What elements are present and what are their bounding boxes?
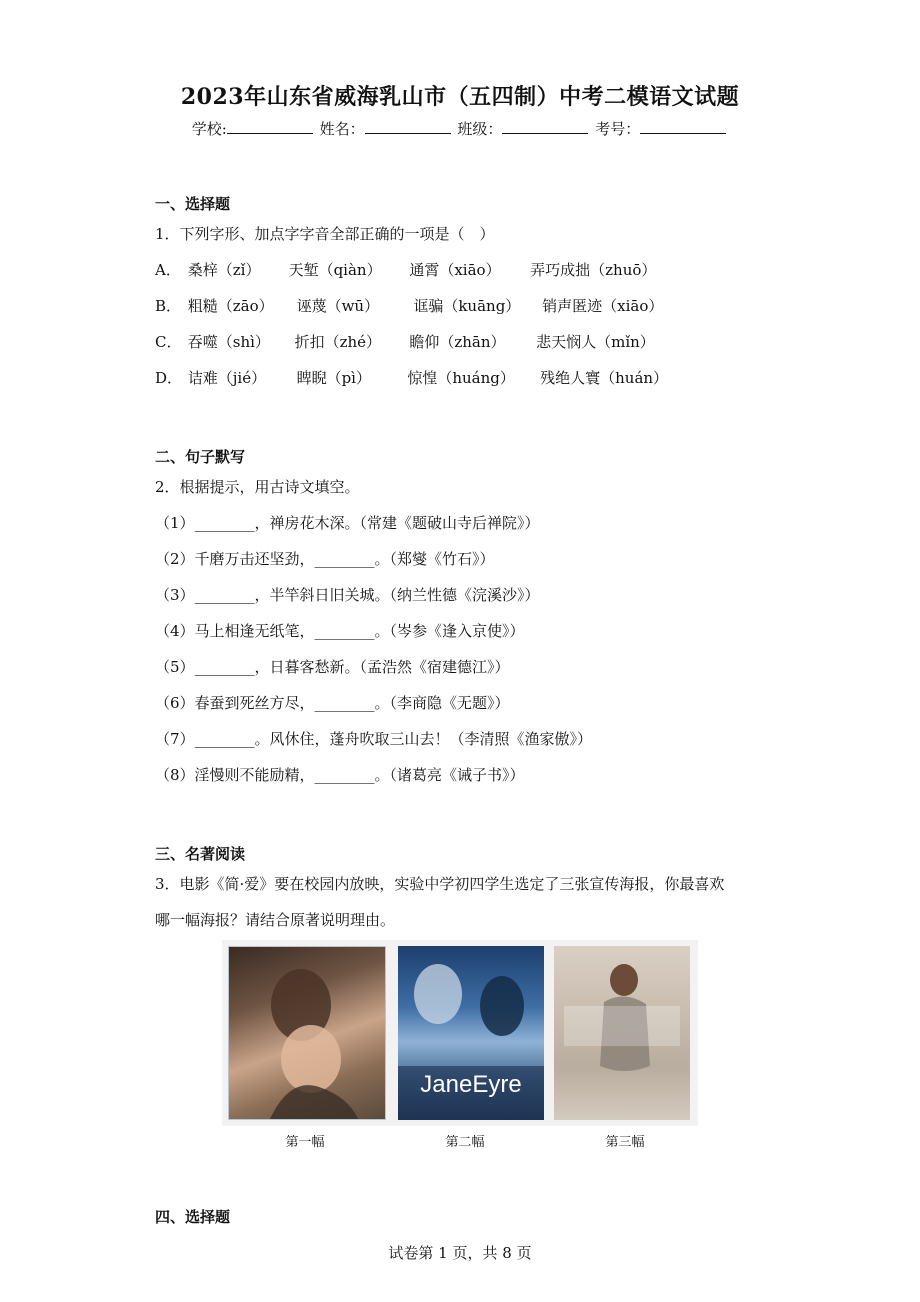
page-footer: 试卷第 1 页，共 8 页 bbox=[388, 1244, 532, 1262]
option-letter: C． bbox=[155, 333, 182, 351]
poster-title-text: JaneEyre bbox=[420, 1071, 522, 1098]
student-info-line bbox=[0, 118, 920, 139]
class-label: 班级： bbox=[457, 120, 503, 138]
poster-caption-3: 第三幅 bbox=[605, 1135, 645, 1150]
poster-strip bbox=[222, 940, 698, 1126]
school-blank bbox=[227, 119, 313, 134]
school-label: 学校: bbox=[191, 120, 227, 138]
option-item: 惊惶（huáng） bbox=[407, 369, 515, 387]
section2-heading: 二、句子默写 bbox=[155, 448, 246, 466]
poster-image-2 bbox=[398, 946, 544, 1120]
option-item: 通霄（xiāo） bbox=[409, 261, 501, 279]
option-item: 天堑（qiàn） bbox=[288, 261, 382, 279]
fill-item: （6）春蚕到死丝方尽，________。（李商隐《无题》） bbox=[155, 694, 510, 712]
exam-number-blank bbox=[640, 119, 726, 134]
poster-caption-2: 第二幅 bbox=[445, 1135, 485, 1150]
question-3-line1: 3．电影《简·爱》要在校园内放映，实验中学初四学生选定了三张宣传海报，你最喜欢 bbox=[155, 875, 725, 893]
section4-heading: 四、选择题 bbox=[155, 1208, 231, 1226]
section3-heading: 三、名著阅读 bbox=[155, 845, 246, 863]
poster-image-3 bbox=[554, 946, 690, 1120]
fill-item: （3）________，半竿斜日旧关城。（纳兰性德《浣溪沙》） bbox=[155, 586, 540, 604]
poster-caption-1: 第一幅 bbox=[285, 1135, 325, 1150]
exam-number-label: 考号： bbox=[595, 120, 641, 138]
option-letter: A． bbox=[155, 261, 181, 279]
question-1: 1．下列字形、加点字字音全部正确的一项是（ ） bbox=[155, 225, 495, 243]
fill-item: （8）淫慢则不能励精，________。（诸葛亮《诫子书》） bbox=[155, 766, 525, 784]
class-blank bbox=[502, 119, 588, 134]
fill-item: （7）________。风休住，蓬舟吹取三山去！（李清照《渔家傲》） bbox=[155, 730, 593, 748]
option-letter: B． bbox=[155, 297, 182, 315]
option-item: 诓骗（kuāng） bbox=[413, 297, 521, 315]
option-b bbox=[155, 295, 663, 316]
page-title: 2023年山东省威海乳山市（五四制）中考二模语文试题 bbox=[180, 84, 740, 110]
option-item: 悲天悯人（mǐn） bbox=[536, 333, 655, 351]
option-item: 桑梓（zǐ） bbox=[187, 261, 261, 279]
question-3-line2: 哪一幅海报？请结合原著说明理由。 bbox=[155, 911, 396, 929]
question-2: 2．根据提示，用古诗文填空。 bbox=[155, 478, 360, 496]
option-item: 诬蔑（wū） bbox=[296, 297, 380, 315]
option-c bbox=[155, 331, 655, 352]
option-a bbox=[155, 259, 656, 280]
option-item: 残绝人寰（huán） bbox=[540, 369, 669, 387]
name-label: 姓名： bbox=[319, 120, 365, 138]
option-item: 销声匿迹（xiāo） bbox=[542, 297, 664, 315]
fill-item: （2）千磨万击还坚劲，________。（郑燮《竹石》） bbox=[155, 550, 495, 568]
option-letter: D． bbox=[155, 369, 183, 387]
option-d bbox=[155, 367, 668, 388]
fill-item: （5）________，日暮客愁新。（孟浩然《宿建德江》） bbox=[155, 658, 510, 676]
option-item: 吞噬（shì） bbox=[187, 333, 270, 351]
option-item: 折扣（zhé） bbox=[294, 333, 382, 351]
fill-item: （4）马上相逢无纸笔，________。（岑参《逢入京使》） bbox=[155, 622, 525, 640]
fill-item: （1）________，禅房花木深。（常建《题破山寺后禅院》） bbox=[155, 514, 540, 532]
option-item: 粗糙（zāo） bbox=[187, 297, 274, 315]
option-item: 弄巧成拙（zhuō） bbox=[530, 261, 657, 279]
option-item: 睥睨（pì） bbox=[296, 369, 371, 387]
name-blank bbox=[365, 119, 451, 134]
option-item: 瞻仰（zhān） bbox=[409, 333, 506, 351]
option-item: 诘难（jié） bbox=[187, 369, 267, 387]
section1-heading: 一、选择题 bbox=[155, 195, 231, 213]
poster-image-1 bbox=[228, 946, 386, 1120]
